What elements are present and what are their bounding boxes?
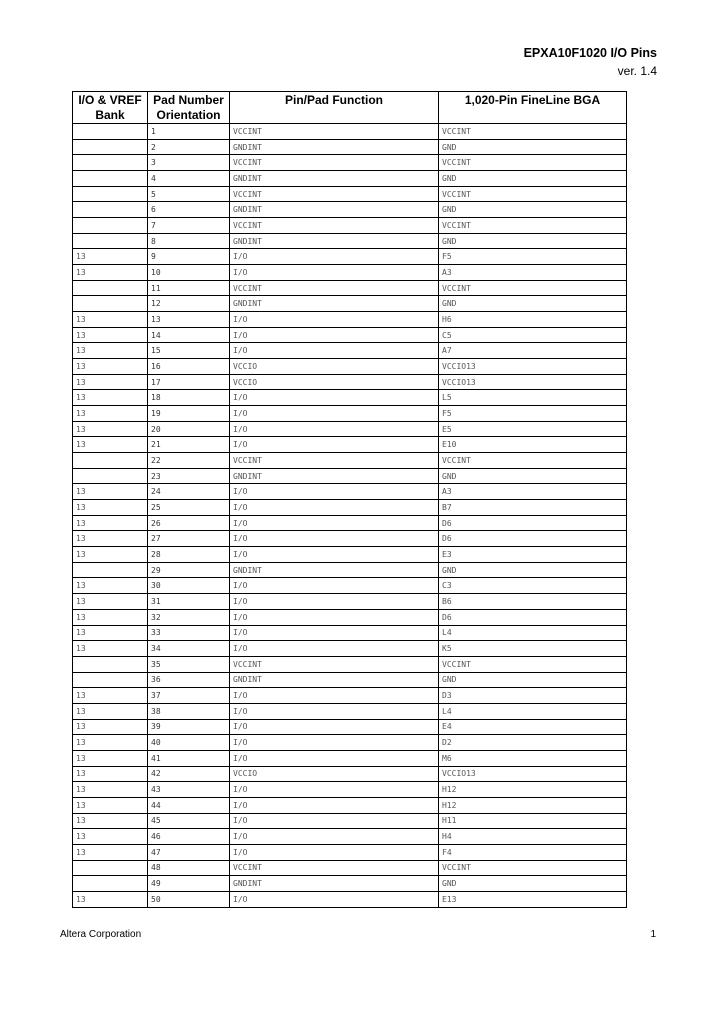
table-row	[73, 155, 627, 171]
pad-cell: 20	[148, 421, 230, 437]
bga-pin-cell: E13	[439, 891, 627, 907]
function-cell: VCCINT	[230, 656, 439, 672]
table-row	[73, 562, 627, 578]
table-row	[73, 750, 627, 766]
document-version: ver. 1.4	[617, 64, 657, 78]
pad-cell: 31	[148, 594, 230, 610]
pad-cell: 1	[148, 124, 230, 140]
bga-pin-cell: D6	[439, 609, 627, 625]
function-cell: I/O	[230, 641, 439, 657]
pad-cell: 49	[148, 876, 230, 892]
function-cell: I/O	[230, 609, 439, 625]
table-row	[73, 139, 627, 155]
bank-cell: 13	[73, 249, 148, 265]
pad-cell: 43	[148, 782, 230, 798]
bank-cell: 13	[73, 719, 148, 735]
bga-pin-cell: VCCINT	[439, 453, 627, 469]
bank-cell: 13	[73, 891, 148, 907]
table-row	[73, 578, 627, 594]
document-title: EPXA10F1020 I/O Pins	[523, 46, 657, 60]
pad-cell: 15	[148, 343, 230, 359]
function-cell: I/O	[230, 625, 439, 641]
pad-cell: 9	[148, 249, 230, 265]
bga-pin-cell: C5	[439, 327, 627, 343]
bank-cell: 13	[73, 312, 148, 328]
function-cell: I/O	[230, 782, 439, 798]
function-cell: I/O	[230, 406, 439, 422]
function-cell: I/O	[230, 249, 439, 265]
table-row	[73, 421, 627, 437]
bga-pin-cell: F5	[439, 406, 627, 422]
table-row	[73, 876, 627, 892]
function-cell: GNDINT	[230, 468, 439, 484]
bank-cell: 13	[73, 531, 148, 547]
bga-pin-cell: L4	[439, 625, 627, 641]
pad-cell: 33	[148, 625, 230, 641]
function-cell: I/O	[230, 829, 439, 845]
table-row	[73, 312, 627, 328]
bank-cell	[73, 296, 148, 312]
footer-company: Altera Corporation	[60, 929, 142, 940]
pad-cell: 38	[148, 703, 230, 719]
pad-cell: 2	[148, 139, 230, 155]
bga-pin-cell: B6	[439, 594, 627, 610]
table-row	[73, 625, 627, 641]
function-cell: I/O	[230, 547, 439, 563]
function-cell: VCCINT	[230, 453, 439, 469]
pad-cell: 32	[148, 609, 230, 625]
function-cell: GNDINT	[230, 672, 439, 688]
table-header-row	[73, 92, 627, 124]
col-header-function	[230, 92, 439, 124]
bga-pin-cell: VCCINT	[439, 860, 627, 876]
table-row	[73, 609, 627, 625]
function-cell: I/O	[230, 531, 439, 547]
table-row	[73, 406, 627, 422]
pad-cell: 24	[148, 484, 230, 500]
pad-cell: 23	[148, 468, 230, 484]
bank-cell: 13	[73, 813, 148, 829]
function-cell: I/O	[230, 343, 439, 359]
pad-cell: 6	[148, 202, 230, 218]
col-header-bank-line1: I/O & VREF	[78, 93, 142, 107]
pad-cell: 36	[148, 672, 230, 688]
bank-cell: 13	[73, 265, 148, 281]
function-cell: VCCINT	[230, 280, 439, 296]
pad-cell: 45	[148, 813, 230, 829]
bga-pin-cell: H6	[439, 312, 627, 328]
pad-cell: 35	[148, 656, 230, 672]
pad-cell: 41	[148, 750, 230, 766]
bank-cell: 13	[73, 327, 148, 343]
bank-cell: 13	[73, 343, 148, 359]
function-cell: VCCIO	[230, 374, 439, 390]
table-row	[73, 766, 627, 782]
bank-cell	[73, 186, 148, 202]
pad-cell: 42	[148, 766, 230, 782]
pad-cell: 19	[148, 406, 230, 422]
table-row	[73, 860, 627, 876]
pad-cell: 3	[148, 155, 230, 171]
table-row	[73, 641, 627, 657]
table-row	[73, 124, 627, 140]
bga-pin-cell: M6	[439, 750, 627, 766]
table-row	[73, 327, 627, 343]
bank-cell: 13	[73, 735, 148, 751]
function-cell: I/O	[230, 844, 439, 860]
bank-cell	[73, 453, 148, 469]
table-row	[73, 500, 627, 516]
table-row	[73, 656, 627, 672]
bank-cell: 13	[73, 594, 148, 610]
function-cell: I/O	[230, 515, 439, 531]
col-header-bga-line1: 1,020-Pin FineLine BGA	[464, 93, 601, 107]
pad-cell: 37	[148, 688, 230, 704]
bga-pin-cell: E3	[439, 547, 627, 563]
function-cell: I/O	[230, 594, 439, 610]
pad-cell: 40	[148, 735, 230, 751]
bga-pin-cell: L5	[439, 390, 627, 406]
table-row	[73, 594, 627, 610]
pad-cell: 50	[148, 891, 230, 907]
bga-pin-cell: VCCINT	[439, 280, 627, 296]
bank-cell	[73, 155, 148, 171]
function-cell: GNDINT	[230, 202, 439, 218]
bank-cell: 13	[73, 359, 148, 375]
bank-cell	[73, 656, 148, 672]
pad-cell: 10	[148, 265, 230, 281]
function-cell: VCCINT	[230, 860, 439, 876]
bga-pin-cell: C3	[439, 578, 627, 594]
bga-pin-cell: E5	[439, 421, 627, 437]
col-header-bank	[73, 92, 148, 124]
col-header-function-line1: Pin/Pad Function	[285, 93, 383, 107]
function-cell: VCCIO	[230, 766, 439, 782]
bank-cell: 13	[73, 484, 148, 500]
bga-pin-cell: H12	[439, 797, 627, 813]
function-cell: I/O	[230, 891, 439, 907]
function-cell: VCCINT	[230, 218, 439, 234]
table-row	[73, 829, 627, 845]
function-cell: I/O	[230, 437, 439, 453]
col-header-pad-line2: Orientation	[156, 108, 221, 122]
bga-pin-cell: VCCINT	[439, 124, 627, 140]
bga-pin-cell: GND	[439, 171, 627, 187]
function-cell: VCCINT	[230, 186, 439, 202]
table-row	[73, 453, 627, 469]
function-cell: GNDINT	[230, 139, 439, 155]
bank-cell: 13	[73, 390, 148, 406]
bga-pin-cell: VCCINT	[439, 155, 627, 171]
bank-cell: 13	[73, 500, 148, 516]
pad-cell: 11	[148, 280, 230, 296]
pad-cell: 13	[148, 312, 230, 328]
table-row	[73, 468, 627, 484]
function-cell: VCCINT	[230, 124, 439, 140]
function-cell: I/O	[230, 421, 439, 437]
col-header-bga	[439, 92, 627, 124]
pad-cell: 8	[148, 233, 230, 249]
bga-pin-cell: H11	[439, 813, 627, 829]
pad-cell: 39	[148, 719, 230, 735]
table-row	[73, 390, 627, 406]
bank-cell: 13	[73, 844, 148, 860]
bank-cell	[73, 124, 148, 140]
function-cell: GNDINT	[230, 562, 439, 578]
col-header-bank-line2: Bank	[95, 108, 125, 122]
function-cell: GNDINT	[230, 296, 439, 312]
bank-cell: 13	[73, 578, 148, 594]
function-cell: I/O	[230, 390, 439, 406]
table-row	[73, 280, 627, 296]
bga-pin-cell: GND	[439, 233, 627, 249]
bga-pin-cell: D3	[439, 688, 627, 704]
function-cell: GNDINT	[230, 171, 439, 187]
bank-cell: 13	[73, 515, 148, 531]
function-cell: GNDINT	[230, 233, 439, 249]
bga-pin-cell: D6	[439, 515, 627, 531]
table-row	[73, 218, 627, 234]
function-cell: I/O	[230, 265, 439, 281]
bank-cell: 13	[73, 421, 148, 437]
table-row	[73, 515, 627, 531]
bank-cell: 13	[73, 797, 148, 813]
function-cell: I/O	[230, 735, 439, 751]
bga-pin-cell: VCCINT	[439, 218, 627, 234]
pad-cell: 34	[148, 641, 230, 657]
pad-cell: 25	[148, 500, 230, 516]
bank-cell: 13	[73, 750, 148, 766]
table-row	[73, 813, 627, 829]
pad-cell: 47	[148, 844, 230, 860]
pad-cell: 26	[148, 515, 230, 531]
function-cell: I/O	[230, 797, 439, 813]
bank-cell: 13	[73, 829, 148, 845]
bank-cell: 13	[73, 766, 148, 782]
pad-cell: 16	[148, 359, 230, 375]
footer-page-number: 1	[650, 929, 656, 940]
bank-cell: 13	[73, 641, 148, 657]
table-row	[73, 202, 627, 218]
bga-pin-cell: E4	[439, 719, 627, 735]
table-row	[73, 359, 627, 375]
bank-cell	[73, 233, 148, 249]
function-cell: I/O	[230, 484, 439, 500]
table-row	[73, 296, 627, 312]
pad-cell: 28	[148, 547, 230, 563]
bank-cell	[73, 876, 148, 892]
function-cell: GNDINT	[230, 876, 439, 892]
table-row	[73, 484, 627, 500]
pin-table-body	[73, 124, 627, 908]
bga-pin-cell: GND	[439, 296, 627, 312]
pad-cell: 5	[148, 186, 230, 202]
bga-pin-cell: E10	[439, 437, 627, 453]
col-header-pad-line1: Pad Number	[153, 93, 224, 107]
table-row	[73, 782, 627, 798]
bank-cell	[73, 562, 148, 578]
table-row	[73, 703, 627, 719]
bank-cell: 13	[73, 688, 148, 704]
pad-cell: 22	[148, 453, 230, 469]
function-cell: VCCIO	[230, 359, 439, 375]
function-cell: I/O	[230, 578, 439, 594]
bank-cell: 13	[73, 437, 148, 453]
table-row	[73, 374, 627, 390]
function-cell: I/O	[230, 312, 439, 328]
bga-pin-cell: F4	[439, 844, 627, 860]
bank-cell	[73, 468, 148, 484]
function-cell: I/O	[230, 500, 439, 516]
function-cell: I/O	[230, 688, 439, 704]
bga-pin-cell: VCCIO13	[439, 374, 627, 390]
pad-cell: 14	[148, 327, 230, 343]
pad-cell: 30	[148, 578, 230, 594]
pad-cell: 29	[148, 562, 230, 578]
pad-cell: 44	[148, 797, 230, 813]
bga-pin-cell: GND	[439, 202, 627, 218]
table-row	[73, 672, 627, 688]
bank-cell	[73, 672, 148, 688]
function-cell: I/O	[230, 813, 439, 829]
bank-cell: 13	[73, 547, 148, 563]
bank-cell: 13	[73, 609, 148, 625]
pad-cell: 4	[148, 171, 230, 187]
bga-pin-cell: F5	[439, 249, 627, 265]
pad-cell: 48	[148, 860, 230, 876]
bank-cell: 13	[73, 703, 148, 719]
table-row	[73, 688, 627, 704]
bga-pin-cell: B7	[439, 500, 627, 516]
pin-table	[72, 91, 627, 908]
bga-pin-cell: A3	[439, 484, 627, 500]
pad-cell: 21	[148, 437, 230, 453]
table-row	[73, 171, 627, 187]
pad-cell: 12	[148, 296, 230, 312]
bga-pin-cell: H12	[439, 782, 627, 798]
table-row	[73, 249, 627, 265]
bga-pin-cell: VCCINT	[439, 186, 627, 202]
bga-pin-cell: K5	[439, 641, 627, 657]
bga-pin-cell: A7	[439, 343, 627, 359]
function-cell: I/O	[230, 327, 439, 343]
bank-cell	[73, 139, 148, 155]
table-row	[73, 547, 627, 563]
pad-cell: 27	[148, 531, 230, 547]
function-cell: I/O	[230, 719, 439, 735]
bga-pin-cell: GND	[439, 468, 627, 484]
bga-pin-cell: VCCIO13	[439, 766, 627, 782]
table-row	[73, 891, 627, 907]
col-header-pad	[148, 92, 230, 124]
bank-cell	[73, 171, 148, 187]
bank-cell: 13	[73, 406, 148, 422]
table-row	[73, 531, 627, 547]
bank-cell	[73, 202, 148, 218]
bank-cell: 13	[73, 625, 148, 641]
table-row	[73, 735, 627, 751]
bga-pin-cell: VCCIO13	[439, 359, 627, 375]
function-cell: I/O	[230, 750, 439, 766]
bga-pin-cell: D2	[439, 735, 627, 751]
bga-pin-cell: H4	[439, 829, 627, 845]
bga-pin-cell: GND	[439, 876, 627, 892]
table-row	[73, 186, 627, 202]
bank-cell	[73, 860, 148, 876]
table-row	[73, 265, 627, 281]
bank-cell	[73, 218, 148, 234]
bga-pin-cell: GND	[439, 139, 627, 155]
pad-cell: 18	[148, 390, 230, 406]
pad-cell: 46	[148, 829, 230, 845]
function-cell: VCCINT	[230, 155, 439, 171]
table-row	[73, 797, 627, 813]
table-row	[73, 343, 627, 359]
table-row	[73, 233, 627, 249]
bga-pin-cell: GND	[439, 672, 627, 688]
table-row	[73, 844, 627, 860]
bga-pin-cell: D6	[439, 531, 627, 547]
bank-cell: 13	[73, 374, 148, 390]
bga-pin-cell: L4	[439, 703, 627, 719]
pad-cell: 7	[148, 218, 230, 234]
bga-pin-cell: VCCINT	[439, 656, 627, 672]
bga-pin-cell: GND	[439, 562, 627, 578]
table-row	[73, 719, 627, 735]
pad-cell: 17	[148, 374, 230, 390]
bank-cell: 13	[73, 782, 148, 798]
table-row	[73, 437, 627, 453]
bga-pin-cell: A3	[439, 265, 627, 281]
bank-cell	[73, 280, 148, 296]
function-cell: I/O	[230, 703, 439, 719]
